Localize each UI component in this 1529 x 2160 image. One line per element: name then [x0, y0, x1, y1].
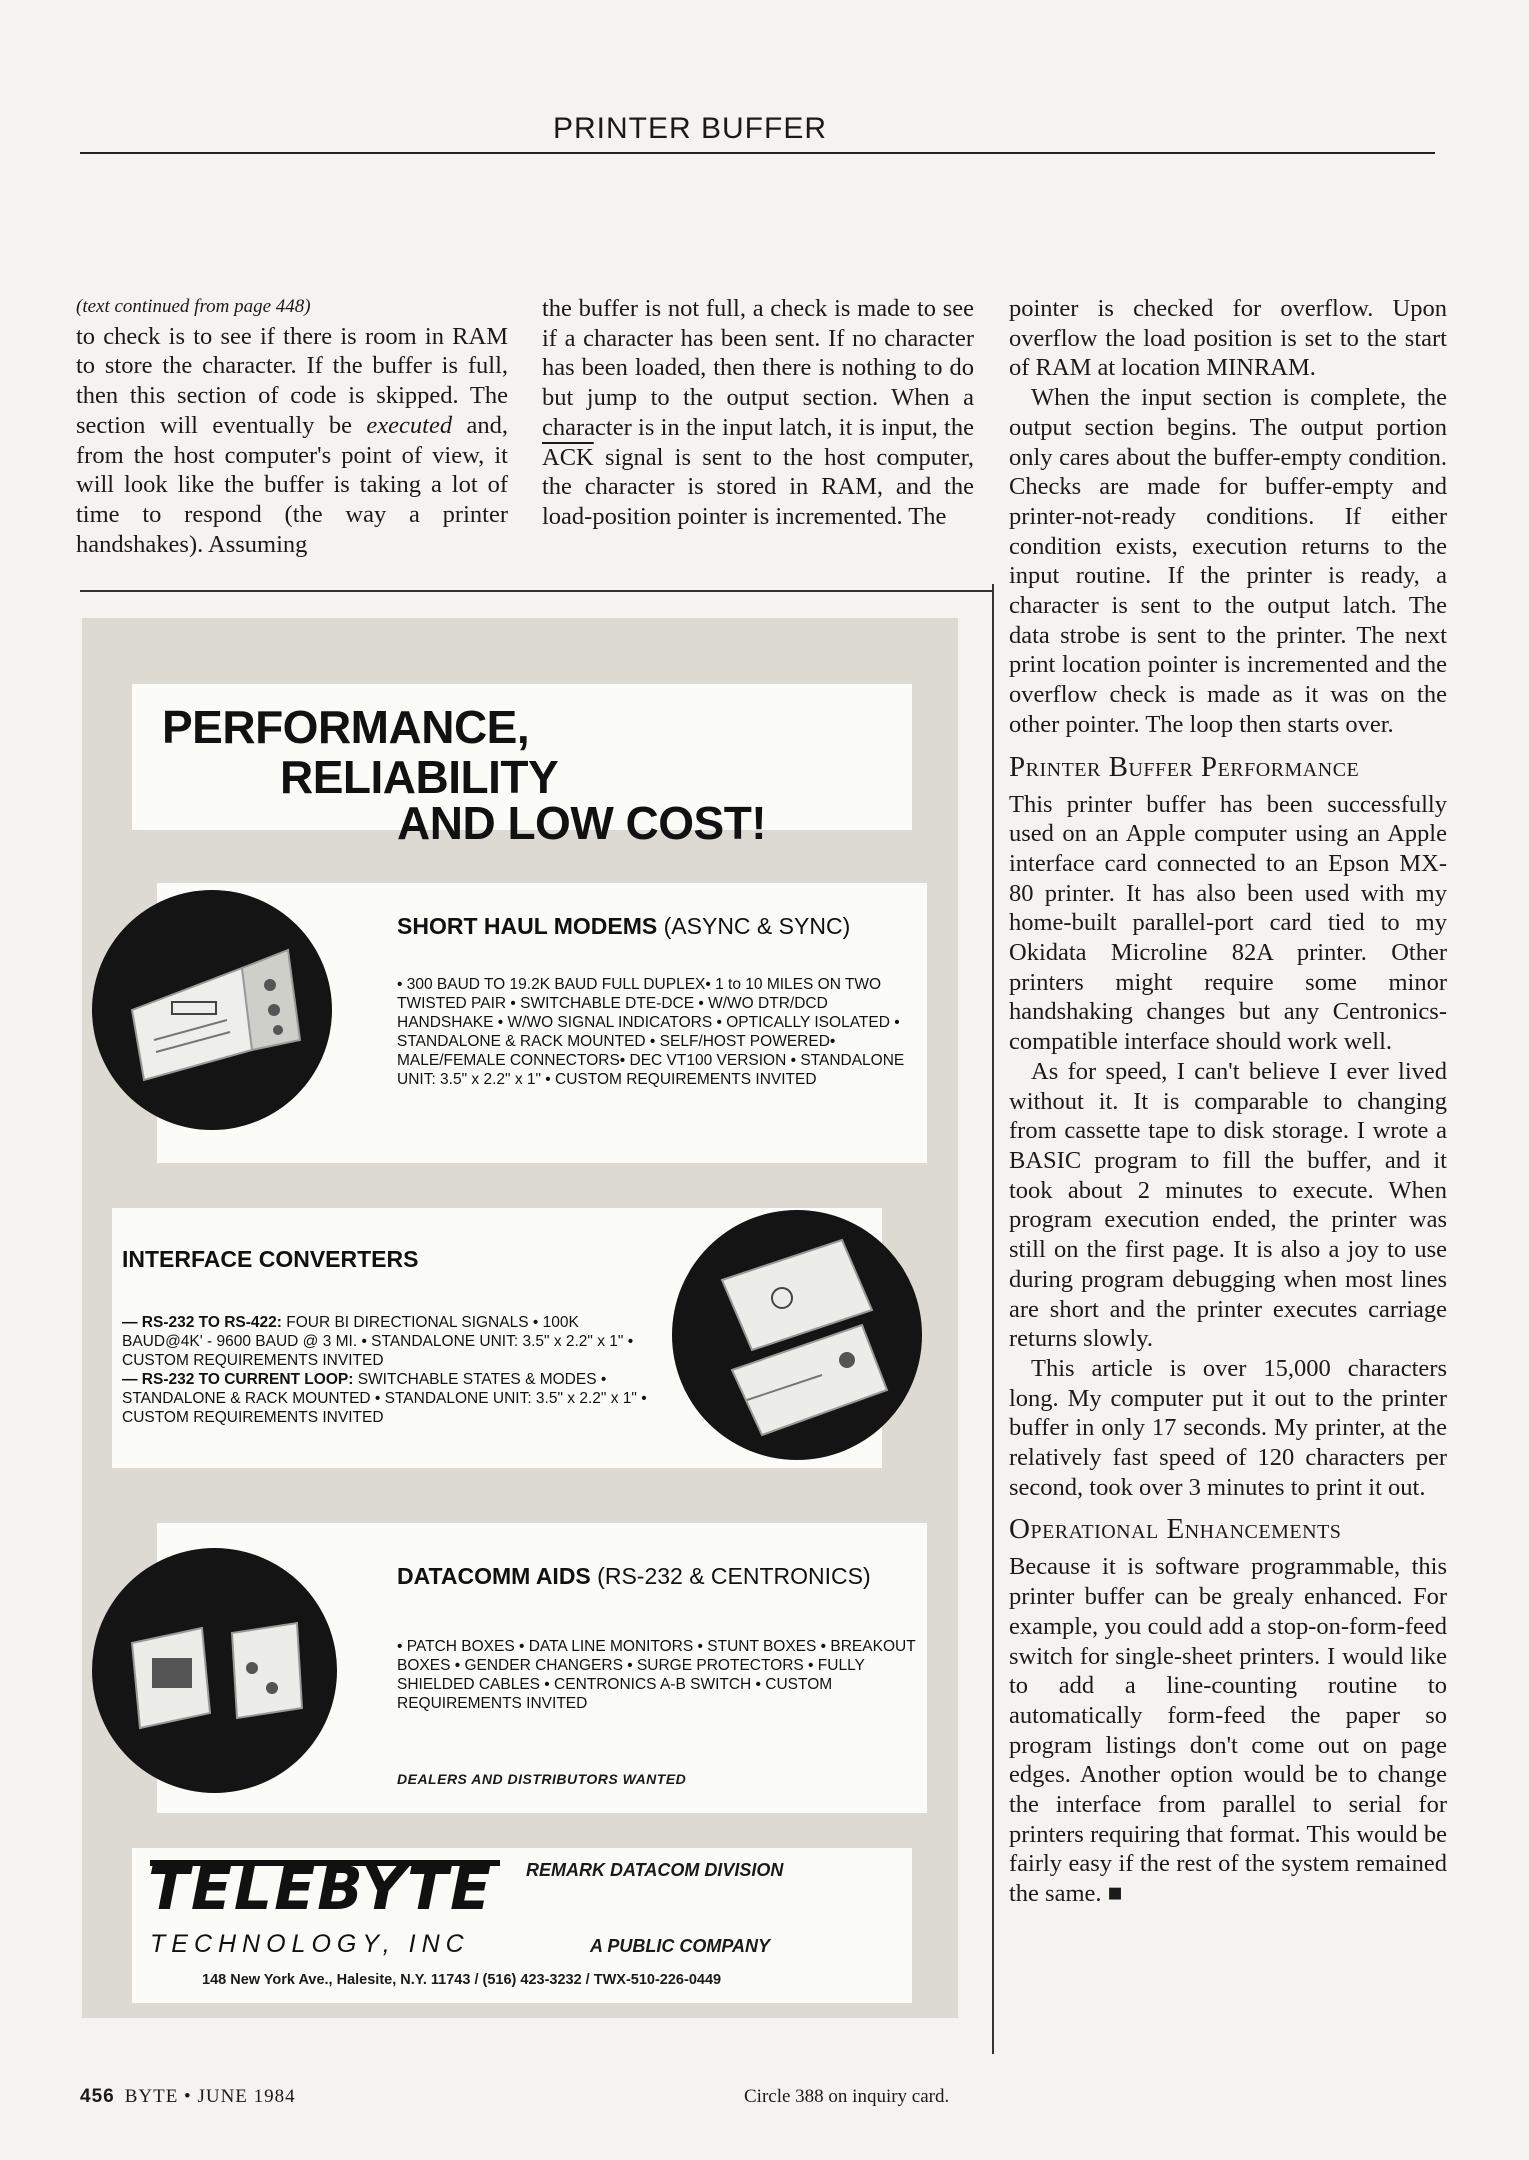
ack-signal-word: $\overline{ACK}$ — [542, 443, 594, 471]
ad-logo-panel — [132, 1848, 912, 2003]
current-loop-label: — RS-232 TO CURRENT LOOP: — [122, 1371, 354, 1388]
column1-italic-word: executed — [366, 411, 453, 439]
aids-description: • PATCH BOXES • DATA LINE MONITORS • STUNT BOXES • BREAKOUT BOXES • GENDER CHANGERS • SURGE PROTECTORS • FULLY SHIELDED CABLES • CENTRONICS A-B SWITCH • CUSTOM REQUIREMENTS INVITED — [397, 1638, 916, 1712]
ad-top-rule — [80, 590, 992, 592]
dealers-wanted: DEALERS AND DISTRIBUTORS WANTED — [397, 1771, 687, 1787]
modems-subtitle: (ASYNC & SYNC) — [663, 913, 851, 939]
ad-headline-line-3: AND LOW COST! — [397, 797, 767, 849]
column3-paragraph-5: This article is over 15,000 characters long. My computer put it out to the printer buffer in only 17 seconds. My printer, at the relatively fast speed of 120 characters per second, took over 3 minutes to print it out. — [1009, 1354, 1447, 1501]
telebyte-logo: TELEBYTE — [148, 1854, 493, 1924]
column3-paragraph-3: This printer buffer has been successfully used on an Apple computer using an Apple interface card connected to an Epson MX-80 printer. It has also been used with my home-built parallel-port card tied to my Okidata Microline 82A printer. Other printers might require some minor handshaking changes but any Centronics-compatible interface should work well. — [1009, 790, 1447, 1056]
converter-illustration-icon — [672, 1210, 922, 1460]
ad-headline-line-1: PERFORMANCE, — [162, 701, 530, 753]
column1-paragraph — [76, 322, 508, 560]
converters-current-loop — [122, 1370, 657, 1427]
rs422-text: FOUR BI DIRECTIONAL SIGNALS • 100K BAUD@4K' - 9600 BAUD @ 3 MI. • STANDALONE UNIT: 3.5" x 2.2" x 1" • CUSTOM REQUIREMENTS INVITED — [122, 1314, 634, 1369]
aids-subtitle: (RS-232 & CENTRONICS) — [597, 1563, 871, 1589]
column1-text-end: and, from the host computer's point of view, it will look like the buffer is taking a lot of time to respond (the way a printer handshakes). Assuming — [76, 411, 509, 558]
datacomm-aids-photo — [92, 1548, 337, 1793]
column2-text-end: signal is sent to the host computer, the character is stored in RAM, and the load-position pointer is incremented. The — [542, 443, 975, 530]
ad-headline-panel — [132, 684, 912, 849]
converters-rs422 — [122, 1313, 657, 1370]
page-footer-left — [80, 2086, 296, 2108]
converters-title: INTERFACE CONVERTERS — [122, 1246, 419, 1272]
ad-headline-line-2: RELIABILITY — [280, 751, 559, 803]
modem-photo — [92, 890, 332, 1130]
current-loop-text: SWITCHABLE STATES & MODES • STANDALONE & RACK MOUNTED • STANDALONE UNIT: 3.5" x 2.2" x 1" • CUSTOM REQUIREMENTS INVITED — [122, 1371, 647, 1426]
column3-paragraph-2: When the input section is complete, the output section begins. The output portion only cares about the buffer-empty condition. Checks are made for buffer-empty and printer-not-ready conditions. If either condition exists, execution returns to the input routine. If the printer is ready, a character is sent to the output latch. The data strobe is sent to the printer. The next print location pointer is incremented and the overflow check is made as it was on the other pointer. The loop then starts over. — [1009, 384, 1447, 738]
article-column-1 — [76, 290, 508, 559]
inquiry-card-note: Circle 388 on inquiry card. — [744, 2086, 950, 2107]
rs422-label: — RS-232 TO RS-422: — [122, 1314, 282, 1331]
column3-paragraph-6: Because it is software programmable, this printer buffer can be grealy enhanced. For example, you could add a stop-on-form-feed switch for single-sheet printers. I would like to add a line-counting routine to automatically form-feed the paper so program listings don't come out on page edges. Another option would be to change the interface from parallel to serial for printers requiring that format. This would be fairly easy if the rest of the system remained the same. ■ — [1009, 1553, 1447, 1908]
magazine-issue: BYTE • JUNE 1984 — [124, 2086, 296, 2107]
modems-description: • 300 BAUD TO 19.2K BAUD FULL DUPLEX• 1 to 10 MILES ON TWO TWISTED PAIR • SWITCHABLE DTE-DCE • W/WO DTR/DCD HANDSHAKE • W/WO SIGNAL INDICATORS • OPTICALLY ISOLATED • STANDALONE & RACK MOUNTED • SELF/HOST POWERED• MALE/FEMALE CONNECTORS• DEC VT100 VERSION • STANDALONE UNIT: 3.5" x 2.2" x 1" • CUSTOM REQUIREMENTS INVITED — [397, 976, 905, 1088]
modem-illustration-icon — [92, 890, 332, 1130]
breakout-box-illustration-icon — [92, 1548, 337, 1793]
converter-photo — [672, 1210, 922, 1460]
ad-right-rule — [992, 584, 994, 2054]
company-address: 148 New York Ave., Halesite, N.Y. 11743 / (516) 423-3232 / TWX-510-226-0449 — [202, 1972, 722, 1988]
column3-paragraph-4: As for speed, I can't believe I ever lived without it. It is comparable to changing from cassette tape to disk storage. I wrote a BASIC program to fill the buffer, and it took about 2 minutes to execute. When program execution ended, the printer was still on the first page. It is also a joy to use during program debugging when most lines are short and the printer executes carriage returns slowly. — [1009, 1057, 1447, 1353]
page-number: 456 — [80, 2086, 115, 2107]
logo-subtitle: TECHNOLOGY, INC — [150, 1930, 470, 1958]
aids-title-bold: DATACOMM AIDS — [397, 1563, 591, 1589]
modems-title-bold: SHORT HAUL MODEMS — [397, 913, 658, 939]
column2-paragraph — [542, 294, 974, 532]
section-heading-enhancements: Operational Enhancements — [1009, 1513, 1342, 1546]
converters-description — [122, 1313, 657, 1427]
section-heading-performance: Printer Buffer Performance — [1009, 750, 1360, 783]
running-header: PRINTER BUFFER — [552, 112, 827, 145]
column2-text: the buffer is not full, a check is made to see if a character has been sent. If no character has been loaded, then there is nothing to do but jump to the output section. When a character is in the input latch, it is input, the — [542, 295, 974, 441]
public-company: A PUBLIC COMPANY — [590, 1936, 770, 1956]
column3-paragraph-1: pointer is checked for overflow. Upon overflow the load position is set to the start of RAM at location MINRAM. — [1009, 295, 1447, 382]
remark-division: REMARK DATACOM DIVISION — [526, 1860, 784, 1880]
article-column-3 — [1009, 294, 1447, 1909]
column1-text: to check is to see if there is room in RAM to store the character. If the buffer is full, then this section of code is skipped. The section will eventually be — [76, 322, 508, 439]
modems-title — [397, 913, 850, 940]
telebyte-advertisement — [82, 618, 958, 2018]
header-rule — [80, 152, 1435, 154]
aids-title — [397, 1563, 871, 1590]
article-column-2 — [542, 294, 974, 532]
continued-note: (text continued from page 448) — [76, 296, 311, 317]
